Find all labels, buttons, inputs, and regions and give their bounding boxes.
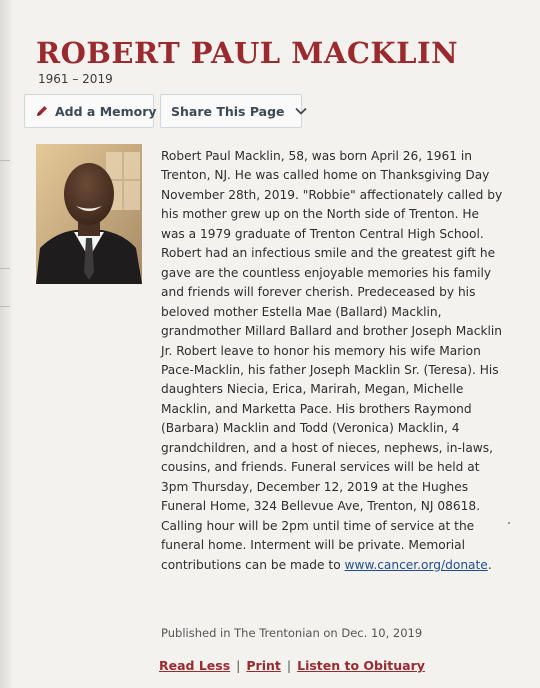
scan-edge bbox=[0, 0, 14, 688]
margin-mark bbox=[0, 268, 10, 269]
print-link[interactable]: Print bbox=[246, 658, 281, 673]
margin-mark bbox=[0, 160, 10, 161]
published-note: Published in The Trentonian on Dec. 10, 2019 bbox=[161, 626, 423, 640]
page-title: ROBERT PAUL MACKLIN bbox=[36, 36, 459, 70]
listen-link[interactable]: Listen to Obituary bbox=[297, 658, 425, 673]
add-memory-button[interactable] bbox=[24, 94, 157, 128]
chevron-down-icon bbox=[295, 107, 307, 115]
footer-links bbox=[159, 658, 425, 673]
share-page-button[interactable] bbox=[160, 94, 302, 128]
donate-link[interactable]: www.cancer.org/donate bbox=[344, 557, 488, 572]
margin-mark bbox=[0, 306, 10, 307]
footer-separator: | bbox=[286, 658, 292, 673]
obituary-body: Robert Paul Macklin, 58, was born April 26, 1961 in Trenton, NJ. He was called home on Thanksgiving Day November 28th, 2019. "Robbie" affectionately called by his mother grew up on the North side of Trenton. He was a 1979 graduate of Trenton Central High School. Robert had an infectious smile and the greatest gift he gave are the countless enjoyable memories his family and friends will forever cherish. Predeceased by his beloved mother Estella Mae (Ballard) Macklin, grandmother Millard Ballard and brother Joseph Macklin Jr. Robert leave to honor his memory his wife Marion Pace-Macklin, his father Joseph Macklin Sr. (Teresa). His daughters Niecia, Erica, Marirah, Megan, Michelle Macklin, and Marketta Pace. His brothers Raymond (Barbara) Macklin and Todd (Veronica) Macklin, 4 grandchildren, and a host of nieces, nephews, in-laws, cousins, and friends. Funeral services will be held at 3pm Thursday, December 12, 2019 at the Hughes Funeral Home, 324 Bellevue Ave, Trenton, NJ 08618. Calling hour will be 2pm until time of service at the funeral home. Interment will be private. Memorial contributions can be made to bbox=[161, 149, 503, 572]
read-less-link[interactable]: Read Less bbox=[159, 658, 231, 673]
obituary-body-end: . bbox=[487, 557, 492, 572]
add-memory-label: Add a Memory bbox=[55, 103, 157, 119]
footer-separator: | bbox=[236, 658, 241, 673]
life-dates: 1961 – 2019 bbox=[38, 72, 113, 86]
scan-speck bbox=[508, 522, 510, 524]
share-page-label: Share This Page bbox=[171, 103, 285, 119]
pencil-icon bbox=[35, 104, 49, 118]
obituary-text bbox=[161, 147, 503, 575]
portrait-photo bbox=[36, 144, 142, 284]
